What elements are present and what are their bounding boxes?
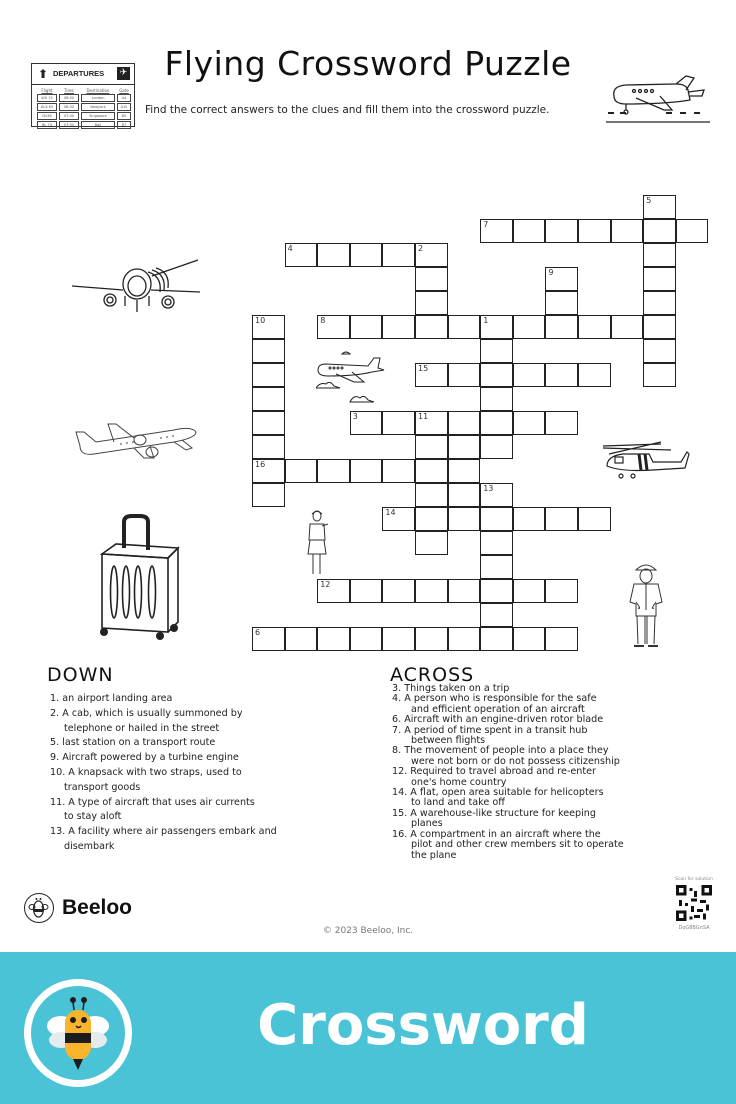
crossword-cell[interactable] [480,411,513,435]
crossword-cell[interactable] [317,315,350,339]
crossword-cell[interactable] [415,483,448,507]
crossword-cell[interactable] [317,627,350,651]
clue-text: 3. Things taken on a trip [392,683,510,694]
crossword-cell[interactable] [545,291,578,315]
clue-text: 1. an airport landing area [50,693,173,704]
crossword-cell[interactable] [578,219,611,243]
clue-number: 3 [352,412,358,421]
clue-text: pilot and other crew members sit to operate [411,839,624,851]
crossword-cell[interactable] [643,315,676,339]
clue-text: 5. last station on a transport route [50,737,216,749]
crossword-cell[interactable] [350,411,383,435]
clue-text: 8. The movement of people into a place they [392,745,609,757]
flight-attendant-illustration [306,510,330,578]
crossword-cell[interactable] [415,363,448,387]
crossword-cell[interactable] [350,459,383,483]
crossword-cell[interactable] [480,555,513,579]
crossword-cell[interactable] [350,243,383,267]
copyright: © 2023 Beeloo, Inc. [322,926,414,936]
clue-number: 2 [418,244,424,253]
clue-number: 7 [483,220,489,229]
crossword-cell[interactable] [415,435,448,459]
clue-text: to land and take off [411,797,505,809]
clue-number: 11 [418,412,429,421]
crossword-cell[interactable] [643,363,676,387]
crossword-cell[interactable] [545,363,578,387]
crossword-cell[interactable] [252,411,285,435]
departures-col-header: Destination [86,88,110,93]
departures-cell: A10 [117,103,131,111]
crossword-cell[interactable] [676,219,709,243]
departures-cell: 08:00 [59,94,79,102]
departures-cell: BL 74 [37,121,57,129]
crossword-cell[interactable] [448,507,481,531]
crossword-cell[interactable] [448,579,481,603]
crossword-cell[interactable] [480,531,513,555]
crossword-cell[interactable] [545,411,578,435]
clue-text: transport goods [64,781,141,793]
crossword-cell[interactable] [317,243,350,267]
across-clue [392,746,692,767]
airliner-illustration [74,420,204,460]
crossword-cell[interactable] [252,387,285,411]
clue-text: planes [411,818,443,830]
clue-text: telephone or hailed in the street [64,722,220,734]
crossword-cell[interactable] [350,579,383,603]
crossword-cell[interactable] [513,219,546,243]
crossword-cell[interactable] [448,363,481,387]
crossword-cell[interactable] [578,363,611,387]
brand-name: Beeloo [62,896,133,919]
crossword-cell[interactable] [480,603,513,627]
crossword-cell[interactable] [252,459,285,483]
clue-number: 4 [287,244,293,253]
departures-cell: Bali [81,121,115,129]
down-clues-list [50,692,340,855]
crossword-cell[interactable] [382,459,415,483]
across-clue [392,726,692,747]
page-title: Flying Crossword Puzzle [164,44,572,83]
across-clue [392,830,692,861]
clue-number: 1 [483,316,489,325]
crossword-cell[interactable] [350,315,383,339]
clue-number: 8 [320,316,326,325]
crossword-cell[interactable] [643,267,676,291]
crossword-cell[interactable] [252,435,285,459]
crossword-cell[interactable] [480,339,513,363]
crossword-cell[interactable] [285,459,318,483]
pilot-illustration [624,560,668,648]
crossword-cell[interactable] [415,267,448,291]
banner-title: Crossword [257,993,589,1058]
crossword-cell[interactable] [285,243,318,267]
crossword-cell[interactable] [415,315,448,339]
crossword-cell[interactable] [448,411,481,435]
crossword-cell[interactable] [643,243,676,267]
departures-board-illustration [31,63,135,127]
crossword-cell[interactable] [415,507,448,531]
crossword-cell[interactable] [382,243,415,267]
crossword-cell[interactable] [513,315,546,339]
down-clue [50,796,340,826]
clue-text: 16. A compartment in an aircraft where the [392,828,601,840]
suitcase-illustration [96,514,182,642]
helicopter-illustration [601,440,691,482]
crossword-cell[interactable] [415,459,448,483]
clue-number: 6 [255,628,261,637]
crossword-cell[interactable] [480,507,513,531]
clue-text: were not born or do not possess citizenship [411,755,620,767]
crossword-cell[interactable] [350,627,383,651]
crossword-cell[interactable] [382,411,415,435]
departures-cell: A4 [117,94,131,102]
down-clue [50,692,340,707]
clue-number: 12 [320,580,331,589]
clue-text: 6. Aircraft with an engine-driven rotor blade [392,714,604,726]
instructions: Find the correct answers to the clues and fill them into the crossword puzzle. [145,104,550,116]
crossword-cell[interactable] [513,507,546,531]
crossword-cell[interactable] [382,579,415,603]
across-clue [392,788,692,809]
crossword-cell[interactable] [480,315,513,339]
clue-text: 15. A warehouse-like structure for keeping [392,807,596,819]
clue-number: 5 [646,196,652,205]
departures-cell: Dx38 [37,112,57,120]
across-clue [392,767,692,788]
crossword-cell[interactable] [545,219,578,243]
crossword-cell[interactable] [643,219,676,243]
clue-text: to stay aloft [64,811,122,823]
crossword-cell[interactable] [415,579,448,603]
down-clue [50,766,340,796]
crossword-cell[interactable] [611,315,644,339]
clue-text: the plane [411,849,457,861]
clue-number: 10 [255,316,266,325]
clue-text: 13. A facility where air passengers embark and [50,826,277,838]
across-clue [392,694,692,715]
crossword-cell[interactable] [382,315,415,339]
qr-caption: Scan for solution [675,877,713,882]
down-clue [50,825,340,855]
crossword-cell[interactable] [480,219,513,243]
crossword-cell[interactable] [382,507,415,531]
clue-number: 9 [548,268,554,277]
crossword-cell[interactable] [448,627,481,651]
crossword-cell[interactable] [480,363,513,387]
clue-text: 9. Aircraft powered by a turbine engine [50,752,239,764]
crossword-cell[interactable] [513,579,546,603]
crossword-cell[interactable] [252,483,285,507]
departures-col-header: Time [64,88,74,93]
crossword-cell[interactable] [382,627,415,651]
departures-cell: 07:00 [59,112,79,120]
crossword-cell[interactable] [545,627,578,651]
plane-takeoff-icon: ✈ [117,67,130,80]
crossword-cell[interactable] [480,435,513,459]
crossword-cell[interactable] [643,291,676,315]
departures-col-header: Gate [119,88,129,93]
crossword-cell[interactable] [578,507,611,531]
departures-cell: 07:30 [59,121,79,129]
crossword-cell[interactable] [545,507,578,531]
clue-text: 2. A cab, which is usually summoned by [50,707,243,719]
across-clue [392,809,692,830]
crossword-cell[interactable] [448,459,481,483]
crossword-cell[interactable] [513,363,546,387]
crossword-cell[interactable] [545,267,578,291]
clue-text: between flights [411,735,486,747]
departures-cell: B7 [117,121,131,129]
crossword-cell[interactable] [415,531,448,555]
qr-code-icon[interactable] [676,885,712,921]
clue-text: and efficient operation of an aircraft [411,703,585,715]
across-heading: ACROSS [390,664,475,686]
crossword-cell[interactable] [448,483,481,507]
down-heading: DOWN [47,664,114,686]
departures-cell: London [81,94,115,102]
crossword-cell[interactable] [480,387,513,411]
clue-number: 15 [418,364,429,373]
departures-cell: ALX 63 [37,103,57,111]
departures-table [37,88,129,129]
departures-cell: WX 15 [37,94,57,102]
crossword-cell[interactable] [513,411,546,435]
crossword-cell[interactable] [252,315,285,339]
crossword-cell[interactable] [643,339,676,363]
crossword-cell[interactable] [513,627,546,651]
down-clue [50,707,340,737]
crossword-cell[interactable] [448,435,481,459]
clue-text: disembark [64,840,115,852]
departures-cell: Newyork [81,103,115,111]
crossword-cell[interactable] [545,315,578,339]
crossword-cell[interactable] [252,339,285,363]
crossword-cell[interactable] [545,579,578,603]
clue-number: 16 [255,460,266,469]
crossword-cell[interactable] [415,627,448,651]
crossword-cell[interactable] [611,219,644,243]
arrow-up-icon: ⬆ [38,67,49,81]
clue-text: 4. A person who is responsible for the safe [392,693,597,705]
crossword-cell[interactable] [252,363,285,387]
down-clue [50,751,340,766]
crossword-cell[interactable] [578,315,611,339]
qr-code-id: DoG8BGnSA [678,925,710,931]
crossword-cell[interactable] [480,627,513,651]
down-clue [50,736,340,751]
crossword-cell[interactable] [285,627,318,651]
clue-text: 10. A knapsack with two straps, used to [50,766,242,778]
crossword-cell[interactable] [643,195,676,219]
crossword-cell[interactable] [448,315,481,339]
small-plane-clouds-illustration [316,346,386,404]
crossword-cell[interactable] [415,243,448,267]
crossword-cell[interactable] [415,411,448,435]
departures-title: DEPARTURES [53,69,105,78]
clue-text: 14. A flat, open area suitable for helicopters [392,787,604,799]
crossword-cell[interactable] [252,627,285,651]
beeloo-logo-icon [24,893,54,923]
crossword-cell[interactable] [317,579,350,603]
clue-number: 14 [385,508,396,517]
airplane-runway-illustration [606,74,710,124]
crossword-cell[interactable] [415,291,448,315]
clue-text: one's home country [411,776,507,788]
crossword-cell[interactable] [480,483,513,507]
clue-text: 7. A period of time spent in a transit hub [392,724,588,736]
across-clues-list [392,684,692,861]
clue-text: 12. Required to travel abroad and re-enter [392,766,596,778]
departures-cell: 08:30 [59,103,79,111]
crossword-cell[interactable] [480,579,513,603]
crossword-cell[interactable] [317,459,350,483]
departures-cell: B5 [117,112,131,120]
departures-col-header: Flight [41,88,53,93]
airplane-front-illustration [72,256,200,318]
clue-text: 11. A type of aircraft that uses air currents [50,796,255,808]
departures-cell: Singapore [81,112,115,120]
clue-number: 13 [483,484,494,493]
